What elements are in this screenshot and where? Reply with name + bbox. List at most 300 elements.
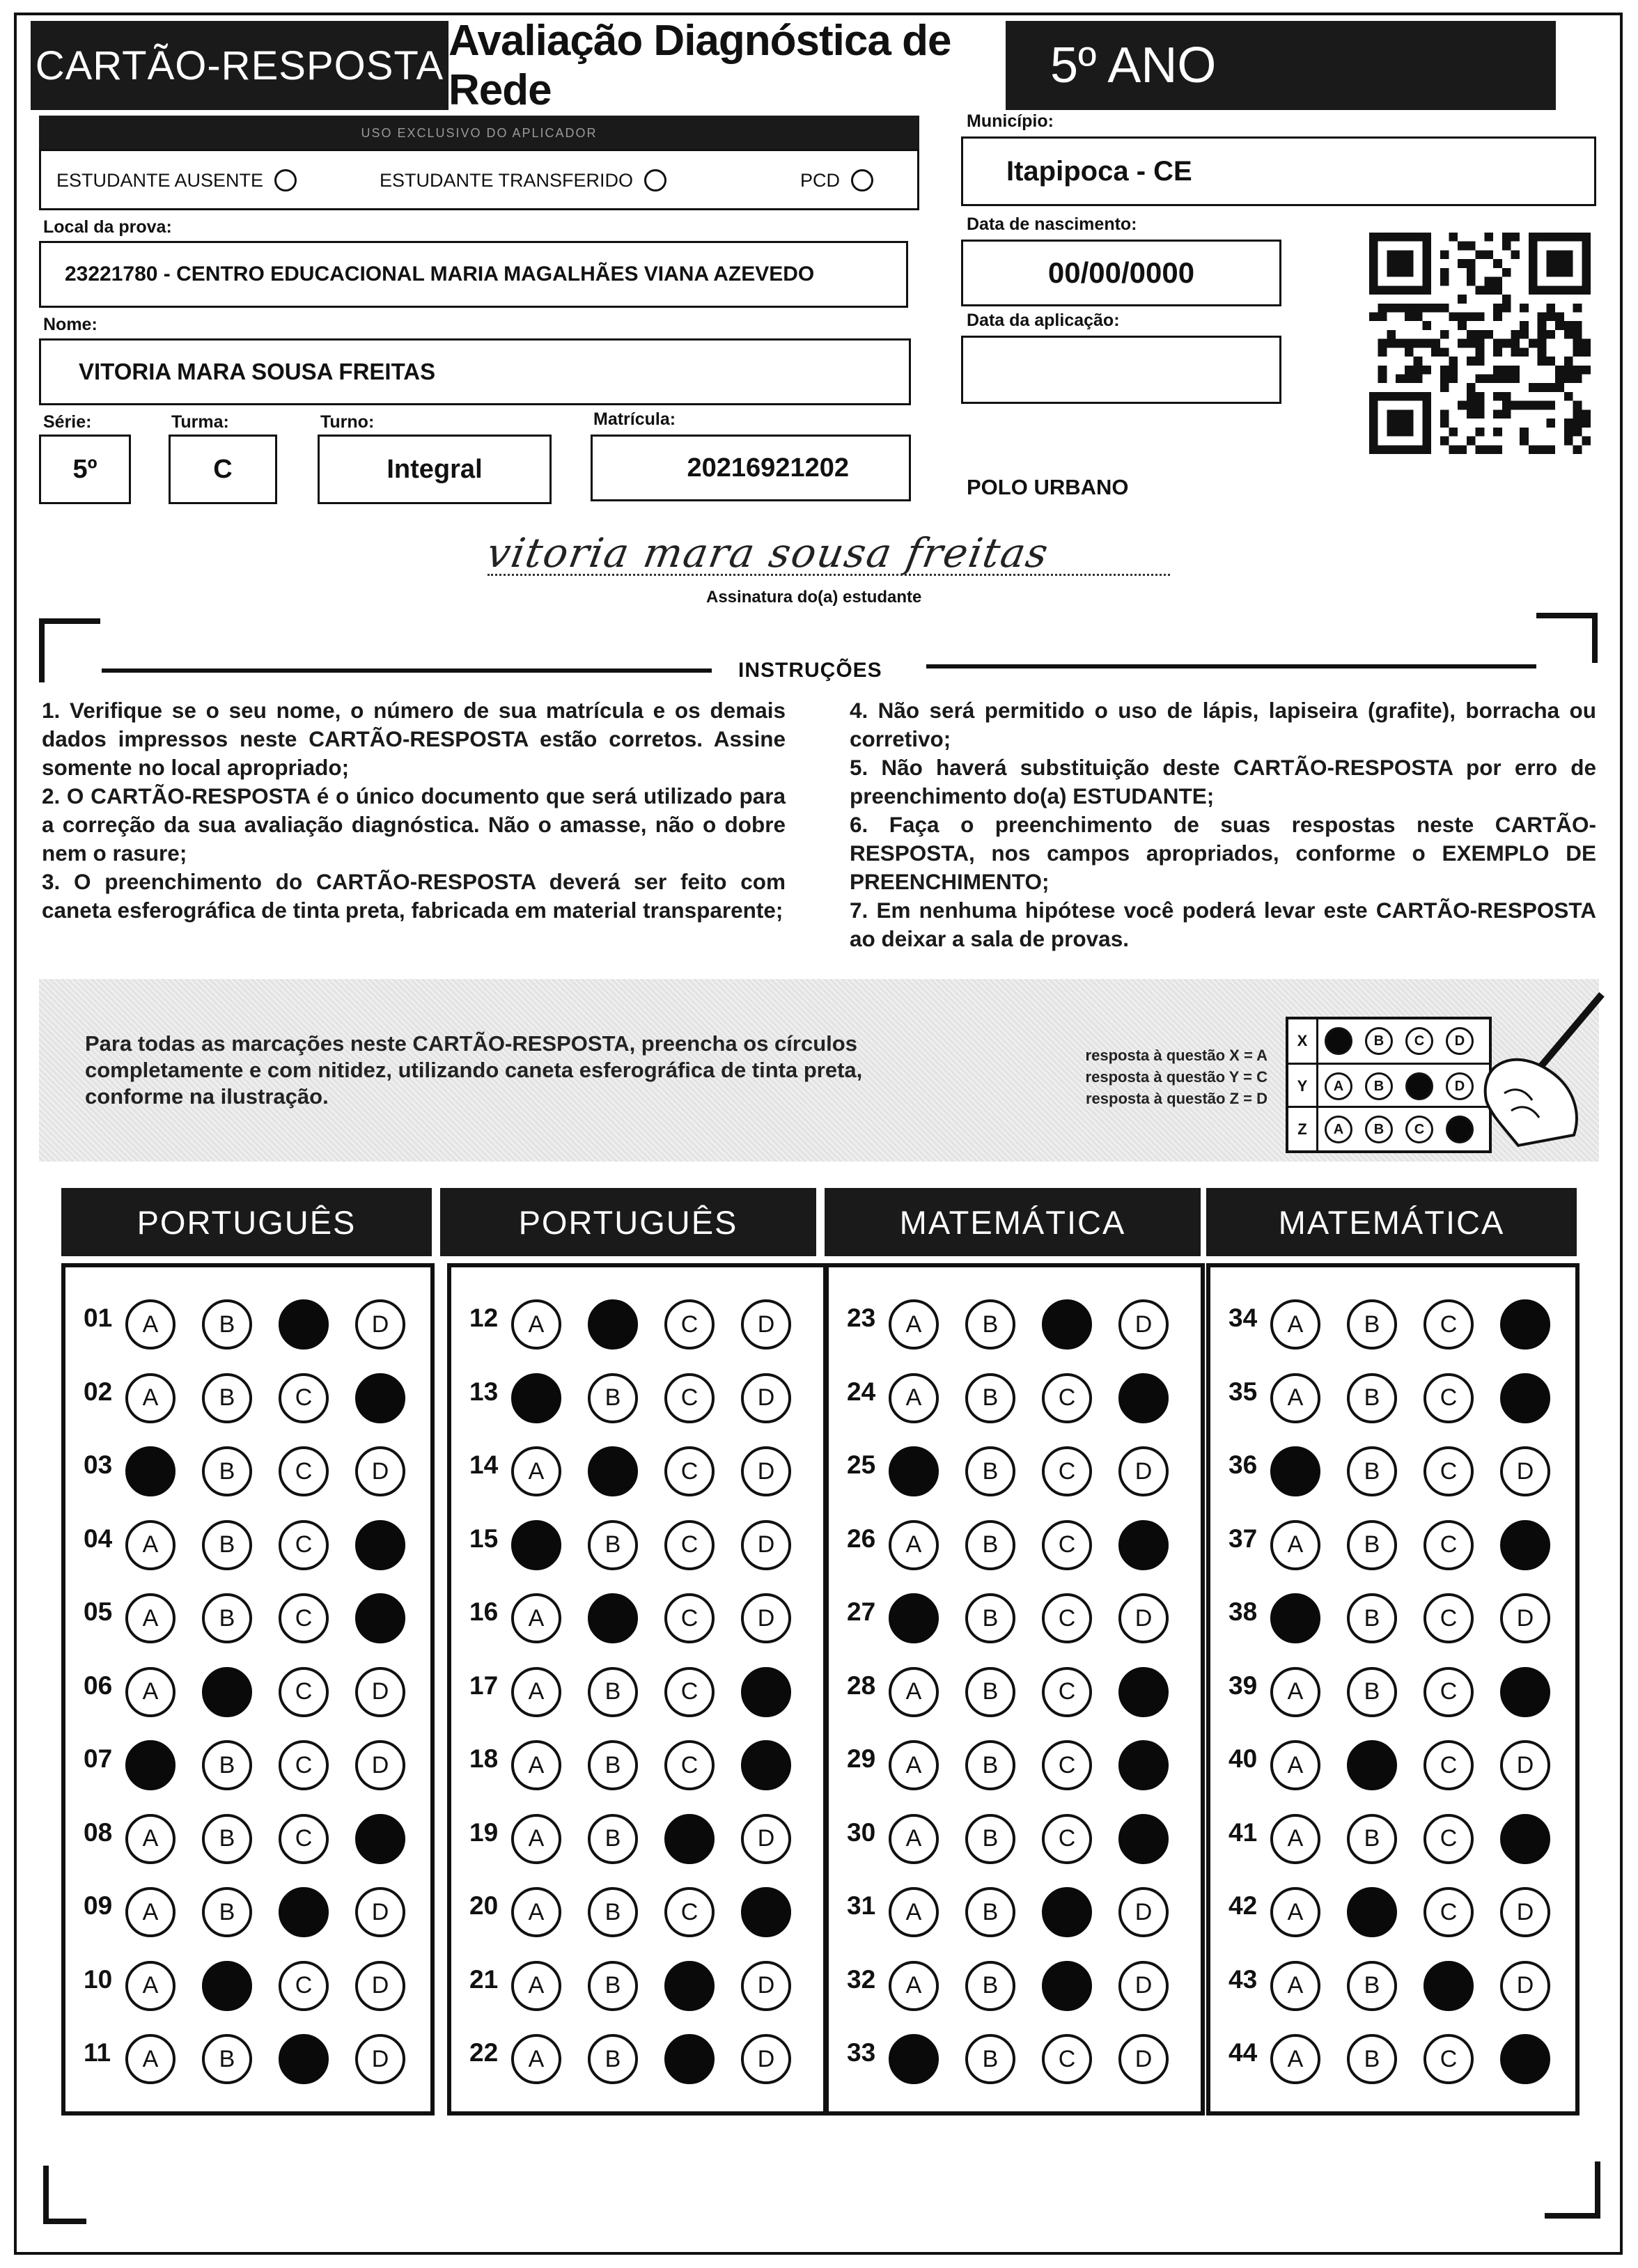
example-bubble: D [1446, 1027, 1474, 1055]
question-number: 28 [847, 1671, 876, 1700]
answer-bubble-c[interactable]: C [1424, 1667, 1474, 1717]
question-row [1210, 1661, 1575, 1720]
signature-line [488, 574, 1170, 576]
question-number: 36 [1228, 1450, 1258, 1479]
answer-bubble-b[interactable]: B [965, 1887, 1015, 1937]
answer-bubble-a[interactable]: A [1270, 1667, 1320, 1717]
question-number: 06 [84, 1671, 113, 1700]
answer-bubble-b[interactable] [588, 1299, 638, 1350]
name-field: VITORIA MARA SOUSA FREITAS [39, 338, 911, 405]
answer-bubble-b[interactable] [202, 1961, 252, 2011]
corner-mark-bl-v [43, 2166, 49, 2224]
example-bubble [1405, 1072, 1433, 1100]
question-number: 22 [469, 2038, 499, 2067]
answer-bubble-b[interactable]: B [965, 1961, 1015, 2011]
answer-bubble-a[interactable] [1270, 1446, 1320, 1496]
corner-mark-tl-v [39, 618, 45, 682]
answer-bubble-c[interactable] [1042, 1887, 1092, 1937]
answer-bubble-d[interactable]: D [355, 1740, 405, 1790]
example-key-z: resposta à questão Z = D [1085, 1090, 1268, 1107]
answer-bubble-c[interactable] [1424, 1961, 1474, 2011]
answer-bubble-c[interactable] [279, 1299, 329, 1350]
application-field [961, 336, 1281, 404]
answer-bubble-a[interactable]: A [1270, 1961, 1320, 2011]
answer-bubble-c[interactable] [279, 1887, 329, 1937]
question-row [451, 1735, 823, 1793]
question-number: 33 [847, 2038, 876, 2067]
answer-bubble-c[interactable] [664, 1961, 715, 2011]
qr-code [1366, 233, 1593, 454]
question-row [451, 1955, 823, 2014]
answer-bubble-d[interactable] [741, 1887, 791, 1937]
answer-bubble-b[interactable]: B [588, 1740, 638, 1790]
answer-bubble-c[interactable]: C [1042, 1814, 1092, 1864]
birth-label: Data de nascimento: [967, 214, 1137, 234]
turma-label: Turma: [171, 412, 229, 432]
answer-bubble-a[interactable]: A [125, 1520, 176, 1570]
answer-bubble-d[interactable]: D [1500, 1740, 1550, 1790]
answer-bubble-d[interactable] [355, 1520, 405, 1570]
pcd-option[interactable] [800, 169, 873, 191]
answer-bubble-d[interactable]: D [355, 2034, 405, 2084]
answer-bubble-a[interactable]: A [511, 1593, 561, 1643]
answer-bubble-a[interactable]: A [511, 1667, 561, 1717]
card-title: CARTÃO-RESPOSTA [31, 21, 448, 110]
answer-bubble-b[interactable]: B [202, 1740, 252, 1790]
applicator-options [39, 149, 919, 210]
turno-label: Turno: [320, 412, 375, 432]
grade-title: 5º ANO [1006, 21, 1556, 110]
answer-bubble-b[interactable]: B [965, 1373, 1015, 1423]
answer-bubble-d[interactable] [1118, 1814, 1169, 1864]
answer-bubble-d[interactable]: D [741, 1814, 791, 1864]
matricula-field: 20216921202 [591, 435, 911, 501]
question-row [829, 1441, 1201, 1499]
example-bubble [1446, 1116, 1474, 1143]
answer-bubble-c[interactable]: C [1424, 1299, 1474, 1350]
answer-bubble-a[interactable] [511, 1520, 561, 1570]
answer-bubble-d[interactable] [355, 1593, 405, 1643]
question-row [829, 1294, 1201, 1352]
answer-bubble-b[interactable]: B [965, 1593, 1015, 1643]
answer-bubble-a[interactable]: A [125, 1593, 176, 1643]
answer-bubble-c[interactable]: C [1042, 1740, 1092, 1790]
answer-bubble-b[interactable]: B [588, 1667, 638, 1717]
answer-bubble-a[interactable]: A [889, 1814, 939, 1864]
answer-bubble-b[interactable]: B [588, 1961, 638, 2011]
example-row [1288, 1106, 1489, 1151]
applicator-bar: USO EXCLUSIVO DO APLICADOR [39, 116, 919, 150]
answer-bubble-b[interactable]: B [202, 1299, 252, 1350]
answer-bubble-d[interactable]: D [741, 1299, 791, 1350]
answer-bubble-c[interactable]: C [279, 1814, 329, 1864]
example-instruction: Para todas as marcações neste CARTÃO-RESPOSTA, preencha os círculos completamente e com nitidez, utilizando caneta esferográfica de tinta preta, conforme na ilustração. [85, 1031, 863, 1109]
transferred-option[interactable] [380, 169, 666, 191]
instruction-6: 6. Faça o preenchimento de suas respostas neste CARTÃO-RESPOSTA, nos campos apropriados, conforme o EXEMPLO DE PREENCHIMENTO; [850, 812, 1596, 894]
instructions-left [42, 696, 786, 925]
answer-bubble-a[interactable]: A [1270, 1373, 1320, 1423]
answer-bubble-b[interactable]: B [1347, 1373, 1397, 1423]
answer-bubble-a[interactable]: A [889, 1961, 939, 2011]
answer-bubble-c[interactable]: C [279, 1373, 329, 1423]
answer-bubble-a[interactable]: A [125, 1299, 176, 1350]
answer-bubble-a[interactable] [125, 1446, 176, 1496]
answer-bubble-b[interactable]: B [965, 1446, 1015, 1496]
question-row [1210, 1588, 1575, 1646]
question-number: 08 [84, 1817, 113, 1847]
turno-field: Integral [318, 435, 552, 504]
question-row [65, 1735, 430, 1793]
birth-field: 00/00/0000 [961, 240, 1281, 306]
answer-bubble-d[interactable]: D [1500, 1961, 1550, 2011]
answer-section [1206, 1263, 1580, 2116]
answer-bubble-b[interactable] [588, 1446, 638, 1496]
answer-bubble-d[interactable]: D [741, 2034, 791, 2084]
question-number: 24 [847, 1377, 876, 1406]
answer-bubble-b[interactable]: B [202, 1814, 252, 1864]
corner-mark-tr-v [1592, 613, 1598, 663]
question-row [65, 1368, 430, 1426]
answer-bubble-c[interactable]: C [1424, 1373, 1474, 1423]
question-row [1210, 1735, 1575, 1793]
answer-section [825, 1263, 1205, 2116]
answer-bubble-b[interactable]: B [202, 1373, 252, 1423]
question-number: 21 [469, 1964, 499, 1994]
question-row [1210, 1294, 1575, 1352]
question-row [451, 1515, 823, 1573]
instructions-rule-left [102, 668, 712, 673]
answer-bubble-a[interactable]: A [1270, 1299, 1320, 1350]
answer-bubble-d[interactable]: D [1118, 1887, 1169, 1937]
section-title: MATEMÁTICA [1206, 1188, 1577, 1256]
question-row [1210, 1515, 1575, 1573]
answer-bubble-d[interactable] [1500, 1520, 1550, 1570]
answer-bubble-b[interactable]: B [202, 1520, 252, 1570]
question-number: 17 [469, 1671, 499, 1700]
answer-bubble-d[interactable]: D [355, 1667, 405, 1717]
question-row [451, 2028, 823, 2087]
answer-bubble-c[interactable]: C [1424, 1814, 1474, 1864]
question-row [65, 1441, 430, 1499]
question-row [1210, 1955, 1575, 2014]
answer-bubble-d[interactable]: D [355, 1299, 405, 1350]
student-signature: vitoria mara sousa freitas [483, 529, 1053, 577]
answer-bubble-c[interactable] [279, 2034, 329, 2084]
pcd-circle[interactable] [851, 169, 873, 191]
answer-bubble-c[interactable]: C [279, 1520, 329, 1570]
answer-bubble-d[interactable]: D [741, 1520, 791, 1570]
turma-field: C [169, 435, 277, 504]
question-number: 30 [847, 1817, 876, 1847]
municipio-label: Município: [967, 111, 1054, 131]
application-label: Data da aplicação: [967, 311, 1120, 330]
section-title: PORTUGUÊS [61, 1188, 432, 1256]
answer-bubble-d[interactable]: D [1118, 2034, 1169, 2084]
question-row [451, 1808, 823, 1867]
question-row [1210, 1808, 1575, 1867]
answer-bubble-a[interactable] [1270, 1593, 1320, 1643]
answer-bubble-c[interactable]: C [279, 1667, 329, 1717]
answer-bubble-c[interactable] [1042, 1961, 1092, 2011]
answer-bubble-b[interactable]: B [1347, 1446, 1397, 1496]
answer-bubble-c[interactable]: C [1424, 2034, 1474, 2084]
absent-label: ESTUDANTE AUSENTE [56, 169, 264, 191]
answer-bubble-b[interactable] [588, 1593, 638, 1643]
answer-bubble-b[interactable]: B [1347, 1593, 1397, 1643]
answer-bubble-a[interactable]: A [125, 1887, 176, 1937]
answer-bubble-c[interactable]: C [664, 1740, 715, 1790]
answer-bubble-b[interactable] [1347, 1887, 1397, 1937]
absent-option[interactable] [56, 169, 297, 191]
answer-bubble-a[interactable]: A [1270, 1814, 1320, 1864]
answer-bubble-c[interactable]: C [664, 1667, 715, 1717]
answer-bubble-d[interactable] [1118, 1667, 1169, 1717]
answer-bubble-b[interactable] [202, 1667, 252, 1717]
answer-bubble-d[interactable] [1118, 1520, 1169, 1570]
question-number: 40 [1228, 1744, 1258, 1773]
answer-bubble-d[interactable] [1500, 1814, 1550, 1864]
question-row [1210, 1368, 1575, 1426]
answer-bubble-b[interactable]: B [1347, 1814, 1397, 1864]
question-number: 02 [84, 1377, 113, 1406]
answer-bubble-d[interactable] [1118, 1740, 1169, 1790]
question-number: 16 [469, 1597, 499, 1626]
answer-bubble-a[interactable]: A [889, 1520, 939, 1570]
instructions-title: INSTRUÇÕES [738, 659, 882, 682]
example-row-label: Y [1288, 1065, 1318, 1108]
question-row [829, 1735, 1201, 1793]
example-bubble: B [1365, 1027, 1393, 1055]
question-number: 27 [847, 1597, 876, 1626]
location-label: Local da prova: [43, 217, 172, 237]
answer-bubble-d[interactable]: D [1118, 1593, 1169, 1643]
answer-bubble-a[interactable]: A [125, 1961, 176, 2011]
answer-bubble-b[interactable]: B [1347, 1299, 1397, 1350]
answer-bubble-b[interactable]: B [1347, 1961, 1397, 2011]
answer-bubble-c[interactable]: C [664, 1299, 715, 1350]
pcd-label: PCD [800, 169, 841, 191]
answer-bubble-c[interactable]: C [279, 1593, 329, 1643]
question-number: 39 [1228, 1671, 1258, 1700]
answer-bubble-a[interactable]: A [511, 1814, 561, 1864]
answer-bubble-b[interactable]: B [965, 1520, 1015, 1570]
example-bubble: C [1405, 1027, 1433, 1055]
answer-bubble-a[interactable]: A [125, 1667, 176, 1717]
answer-bubble-c[interactable]: C [664, 1446, 715, 1496]
question-row [65, 1515, 430, 1573]
question-row [829, 1661, 1201, 1720]
answer-bubble-c[interactable]: C [1424, 1520, 1474, 1570]
answer-bubble-b[interactable]: B [588, 1814, 638, 1864]
corner-mark-tl-h [39, 618, 100, 624]
answer-bubble-d[interactable] [1118, 1373, 1169, 1423]
answer-section [447, 1263, 827, 2116]
answer-bubble-a[interactable] [889, 1593, 939, 1643]
answer-bubble-a[interactable] [889, 2034, 939, 2084]
question-row [451, 1661, 823, 1720]
answer-bubble-b[interactable]: B [202, 1887, 252, 1937]
answer-bubble-c[interactable]: C [1042, 2034, 1092, 2084]
answer-bubble-c[interactable] [664, 2034, 715, 2084]
answer-bubble-a[interactable]: A [889, 1373, 939, 1423]
example-row [1288, 1063, 1489, 1108]
question-number: 12 [469, 1304, 499, 1332]
answer-bubble-b[interactable]: B [965, 1814, 1015, 1864]
answer-bubble-b[interactable]: B [202, 2034, 252, 2084]
question-number: 41 [1228, 1817, 1258, 1847]
answer-bubble-c[interactable]: C [1424, 1446, 1474, 1496]
answer-bubble-a[interactable] [889, 1446, 939, 1496]
question-number: 26 [847, 1524, 876, 1553]
answer-bubble-c[interactable]: C [664, 1593, 715, 1643]
question-row [829, 1515, 1201, 1573]
answer-bubble-d[interactable] [1500, 1667, 1550, 1717]
question-number: 01 [84, 1304, 113, 1332]
example-row [1288, 1019, 1489, 1063]
answer-bubble-b[interactable]: B [965, 1667, 1015, 1717]
answer-bubble-b[interactable]: B [588, 1520, 638, 1570]
answer-bubble-d[interactable]: D [741, 1593, 791, 1643]
answer-bubble-a[interactable]: A [1270, 1740, 1320, 1790]
answer-bubble-a[interactable] [511, 1373, 561, 1423]
question-row [65, 1955, 430, 2014]
answer-bubble-a[interactable]: A [889, 1667, 939, 1717]
answer-bubble-c[interactable]: C [1042, 1593, 1092, 1643]
answer-bubble-c[interactable]: C [279, 1961, 329, 2011]
answer-bubble-d[interactable]: D [355, 1887, 405, 1937]
answer-bubble-d[interactable]: D [1118, 1446, 1169, 1496]
example-row-label: X [1288, 1019, 1318, 1063]
answer-bubble-a[interactable]: A [511, 1299, 561, 1350]
question-number: 05 [84, 1597, 113, 1626]
question-number: 20 [469, 1891, 499, 1920]
question-number: 43 [1228, 1964, 1258, 1994]
answer-bubble-b[interactable]: B [202, 1446, 252, 1496]
answer-bubble-a[interactable]: A [125, 2034, 176, 2084]
question-number: 13 [469, 1377, 499, 1406]
answer-bubble-b[interactable]: B [965, 1740, 1015, 1790]
question-number: 07 [84, 1744, 113, 1773]
question-number: 11 [84, 2038, 111, 2067]
answer-bubble-d[interactable]: D [741, 1961, 791, 2011]
answer-bubble-a[interactable]: A [889, 1299, 939, 1350]
example-row-label: Z [1288, 1108, 1318, 1151]
answer-bubble-c[interactable]: C [1042, 1667, 1092, 1717]
answer-bubble-d[interactable]: D [1118, 1961, 1169, 2011]
question-number: 04 [84, 1524, 113, 1553]
answer-bubble-a[interactable]: A [511, 1887, 561, 1937]
answer-bubble-c[interactable]: C [1424, 1593, 1474, 1643]
answer-bubble-d[interactable]: D [741, 1446, 791, 1496]
signature-label: Assinatura do(a) estudante [706, 588, 922, 607]
answer-bubble-b[interactable]: B [588, 2034, 638, 2084]
answer-bubble-a[interactable]: A [511, 2034, 561, 2084]
answer-bubble-b[interactable]: B [1347, 1520, 1397, 1570]
answer-bubble-b[interactable]: B [965, 1299, 1015, 1350]
answer-bubble-d[interactable] [741, 1667, 791, 1717]
answer-bubble-a[interactable]: A [1270, 1520, 1320, 1570]
answer-bubble-d[interactable] [1500, 1299, 1550, 1350]
answer-bubble-a[interactable] [125, 1740, 176, 1790]
answer-bubble-c[interactable]: C [1042, 1446, 1092, 1496]
answer-bubble-b[interactable]: B [588, 1373, 638, 1423]
question-row [65, 1588, 430, 1646]
question-number: 42 [1228, 1891, 1258, 1920]
answer-bubble-c[interactable]: C [279, 1740, 329, 1790]
corner-mark-br-v [1595, 2161, 1600, 2219]
answer-bubble-c[interactable]: C [664, 1520, 715, 1570]
answer-bubble-c[interactable]: C [664, 1887, 715, 1937]
answer-bubble-a[interactable]: A [1270, 1887, 1320, 1937]
answer-bubble-d[interactable] [355, 1373, 405, 1423]
question-row [829, 2028, 1201, 2087]
answer-bubble-d[interactable]: D [1500, 1593, 1550, 1643]
question-number: 09 [84, 1891, 113, 1920]
question-row [451, 1368, 823, 1426]
instruction-3: 3. O preenchimento do CARTÃO-RESPOSTA deverá ser feito com caneta esferográfica de tinta preta, fabricada em material transparente; [42, 869, 786, 923]
absent-circle[interactable] [274, 169, 297, 191]
answer-bubble-d[interactable]: D [1500, 1887, 1550, 1937]
answer-bubble-c[interactable]: C [1042, 1520, 1092, 1570]
answer-bubble-a[interactable]: A [889, 1887, 939, 1937]
question-number: 15 [469, 1524, 499, 1553]
serie-field: 5º [39, 435, 131, 504]
answer-bubble-c[interactable] [1042, 1299, 1092, 1350]
answer-bubble-c[interactable] [664, 1814, 715, 1864]
location-field: 23221780 - CENTRO EDUCACIONAL MARIA MAGALHÃES VIANA AZEVEDO [39, 241, 908, 308]
assessment-title: Avaliação Diagnóstica de Rede [448, 21, 1006, 110]
question-row [451, 1882, 823, 1940]
answer-bubble-a[interactable]: A [511, 1740, 561, 1790]
answer-bubble-c[interactable]: C [1042, 1373, 1092, 1423]
instruction-7: 7. Em nenhuma hipótese você poderá levar este CARTÃO-RESPOSTA ao deixar a sala de provas. [850, 898, 1596, 951]
answer-bubble-c[interactable]: C [1424, 1887, 1474, 1937]
answer-bubble-a[interactable]: A [125, 1373, 176, 1423]
answer-bubble-b[interactable]: B [1347, 1667, 1397, 1717]
answer-bubble-a[interactable]: A [125, 1814, 176, 1864]
answer-bubble-c[interactable]: C [279, 1446, 329, 1496]
answer-bubble-b[interactable]: B [965, 2034, 1015, 2084]
question-number: 38 [1228, 1597, 1258, 1626]
transferred-circle[interactable] [644, 169, 666, 191]
answer-bubble-b[interactable] [1347, 1740, 1397, 1790]
answer-bubble-a[interactable]: A [1270, 2034, 1320, 2084]
answer-bubble-d[interactable]: D [1500, 1446, 1550, 1496]
answer-bubble-a[interactable]: A [889, 1740, 939, 1790]
answer-bubble-a[interactable]: A [511, 1446, 561, 1496]
example-keys [975, 1045, 1268, 1109]
answer-bubble-a[interactable]: A [511, 1961, 561, 2011]
answer-bubble-d[interactable] [741, 1740, 791, 1790]
corner-mark-bl-h [43, 2219, 86, 2224]
answer-bubble-c[interactable]: C [1424, 1740, 1474, 1790]
answer-bubble-d[interactable]: D [1118, 1299, 1169, 1350]
example-bubble: B [1365, 1116, 1393, 1143]
answer-bubble-d[interactable] [1500, 2034, 1550, 2084]
example-grid [1286, 1017, 1492, 1153]
serie-label: Série: [43, 412, 92, 432]
answer-bubble-d[interactable]: D [355, 1961, 405, 2011]
answer-bubble-c[interactable]: C [664, 1373, 715, 1423]
answer-bubble-d[interactable] [355, 1814, 405, 1864]
answer-section [61, 1263, 435, 2116]
answer-bubble-b[interactable]: B [202, 1593, 252, 1643]
answer-bubble-d[interactable]: D [355, 1446, 405, 1496]
answer-bubble-d[interactable]: D [741, 1373, 791, 1423]
answer-bubble-d[interactable] [1500, 1373, 1550, 1423]
answer-bubble-b[interactable]: B [1347, 2034, 1397, 2084]
answer-bubble-b[interactable]: B [588, 1887, 638, 1937]
